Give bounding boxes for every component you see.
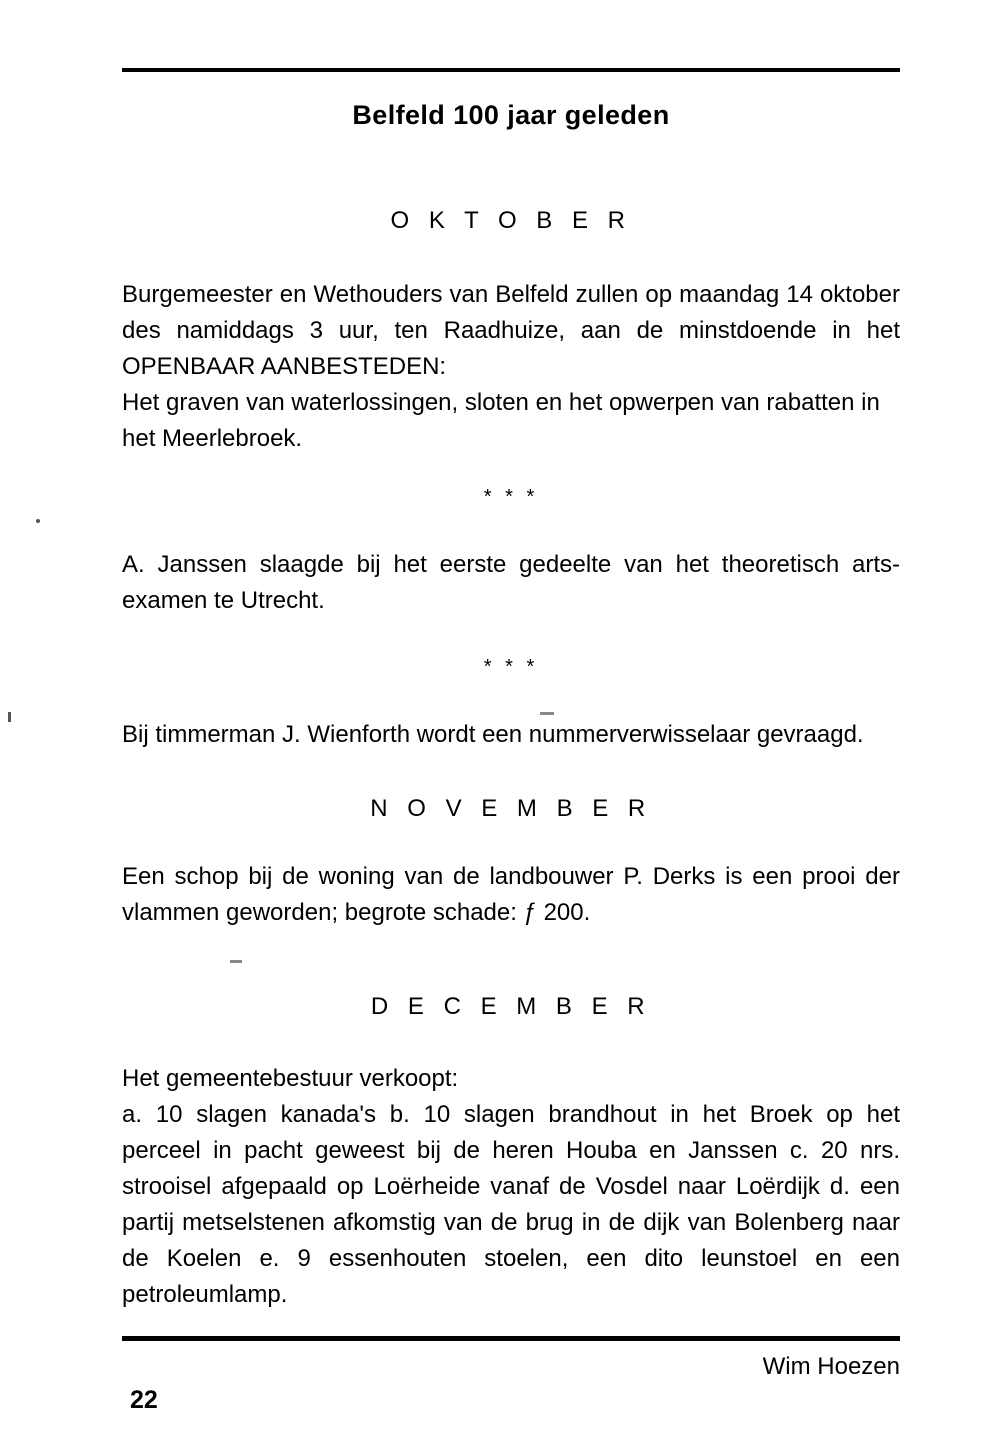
page-number: 22 <box>130 1386 158 1414</box>
section-heading-oktober: O K T O B E R <box>390 207 632 234</box>
author-signature: Wim Hoezen <box>762 1353 900 1380</box>
section-heading-november: N O V E M B E R <box>370 795 652 822</box>
paragraph-janssen: A. Janssen slaagde bij het eerste gedeelte van het theoretisch arts-examen te Utrecht. <box>122 551 900 614</box>
section-separator: * * * <box>483 486 539 508</box>
page-title: Belfeld 100 jaar geleden <box>352 100 670 130</box>
section-separator: * * * <box>483 656 539 678</box>
paragraph-verkoop-lijst: a. 10 slagen kanada's b. 10 slagen brandhout in het Broek op het perceel in pacht geweest bij de heren Houba en Janssen c. 20 nrs. strooisel afgepaald op Loërheide vanaf de Vosdel naar Loërdijk d. een partij metselstenen afkomstig van de brug in de dijk van Bolenberg naar de Koelen e. 9 essenhouten stoelen, een dito leunstoel en een petroleumlamp. <box>122 1101 900 1308</box>
paragraph-november-schop: Een schop bij de woning van de landbouwer P. Derks is een prooi der vlammen geworden; begrote schade: ƒ 200. <box>122 863 900 926</box>
paragraph-timmerman: Bij timmerman J. Wienforth wordt een nummerverwisselaar gevraagd. <box>122 721 864 748</box>
article-body <box>122 92 900 1381</box>
paragraph-aanbesteden: Burgemeester en Wethouders van Belfeld zullen op maandag 14 oktober des namiddags 3 uur, ten Raadhuize, aan de minstdoende in het OPENBAAR AANBESTEDEN: <box>122 281 900 380</box>
bottom-divider-rule <box>122 1336 900 1341</box>
scan-speck <box>8 712 11 722</box>
top-divider-rule <box>122 68 900 72</box>
section-heading-december: D E C E M B E R <box>370 993 652 1020</box>
scan-speck <box>36 519 40 523</box>
paragraph-gemeentebestuur: Het gemeentebestuur verkoopt: <box>122 1065 459 1092</box>
paragraph-waterlossingen: Het graven van waterlossingen, sloten en het opwerpen van rabatten in het Meerlebroek. <box>122 389 880 452</box>
